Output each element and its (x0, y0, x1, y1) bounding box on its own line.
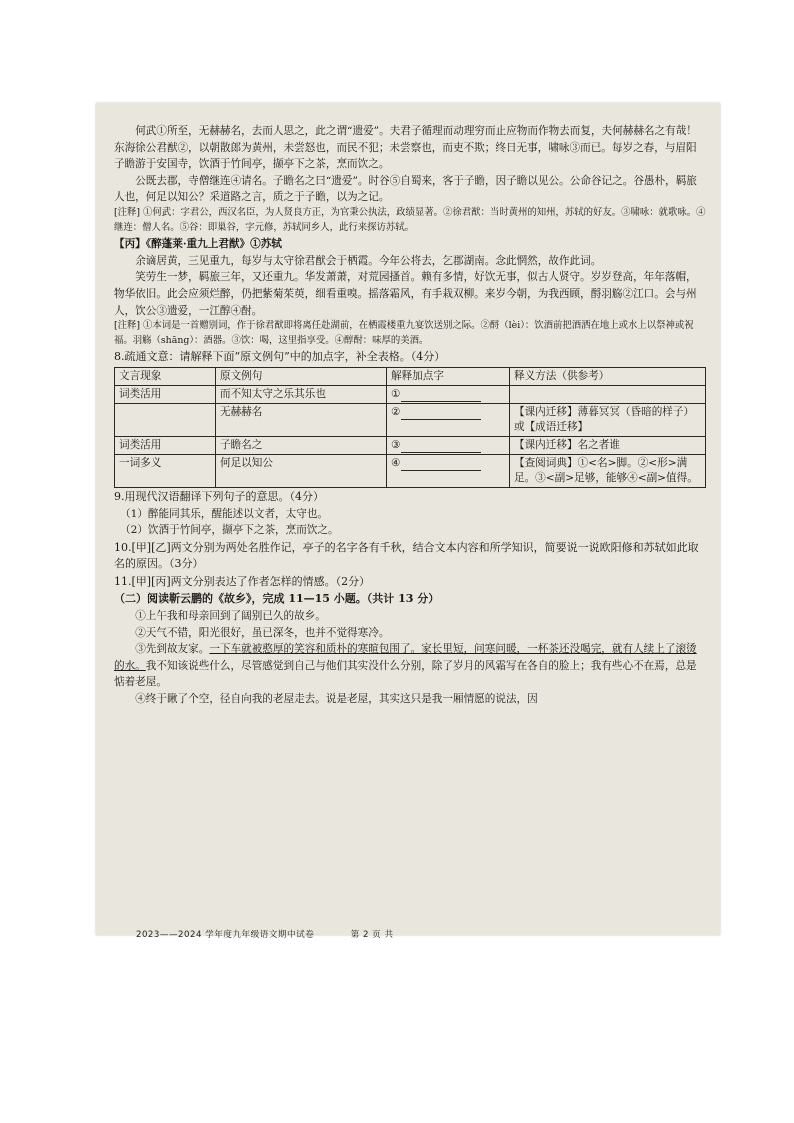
passage-bing-preface: 余谪居黄，三见重九，每岁与太守徐君猷会于栖霞。今年公将去，乞郡湖南。念此惘然，故作此词。 (135, 254, 602, 267)
answer-number: ④ (391, 456, 401, 469)
table-header: 原文例句 (216, 367, 387, 385)
passage-bing-title: 【丙】《醉蓬莱·重九上君猷》①苏轼 (114, 238, 282, 251)
table-cell: 无赫赫名 (216, 403, 387, 436)
answer-blank[interactable] (401, 441, 481, 453)
table-cell: 【课内迁移】薄暮冥冥（昏暗的样子）或【成语迁移】 (510, 403, 706, 436)
answer-cell[interactable] (387, 454, 510, 487)
answer-blank[interactable] (401, 459, 481, 471)
table-cell: 词类活用 (115, 436, 216, 454)
table-header-row (115, 367, 706, 385)
story-paragraph: ②天气不错，阳光很好，虽已深冬，也并不觉得寒冷。 (135, 626, 390, 639)
question-11: 11.[甲][丙]两文分别表达了作者怎样的情感。（2分） (114, 574, 371, 588)
question-9-item: （1）醉能同其乐，醒能述以文者，太守也。 (120, 507, 329, 520)
table-cell: 一词多义 (115, 454, 216, 487)
passage-bing-notes: [注释] ①本词是一首赠别词，作于徐君猷即将离任赴湖前，在栖霞楼重九宴饮送别之际。②酹（lèi）：饮酒前把酒洒在地上或水上以祭神或祝福。羽觞（shāng）：酒器。③饮：喝，这里指享受。④醇酎：味厚的美酒。 (114, 320, 694, 346)
story-paragraph-3 (114, 641, 706, 691)
answer-cell[interactable] (387, 436, 510, 454)
table-row (115, 385, 706, 403)
page-footer: 2023——2024 学年度九年级语文期中试卷 第 2 页 共 (136, 930, 394, 940)
story-text: 我不知该说些什么，尽管感觉到自己与他们其实没什么分别，除了岁月的风霜写在各自的脸上；我有些心不在焉，总是惦着老屋。 (114, 659, 697, 689)
answer-number: ③ (391, 438, 401, 451)
table-cell: 【课内迁移】名之者谁 (510, 436, 706, 454)
table-cell: 词类活用 (115, 385, 216, 403)
answer-blank[interactable] (401, 408, 481, 420)
table-header: 文言现象 (115, 367, 216, 385)
passage-yi-notes: [注释] ①何武：字君公，西汉名臣，为人贤良方正，为官秉公执法，政绩显著。②徐君猷：当时黄州的知州，苏轼的好友。③啸咏：就歌咏。④继连：僧人名。⑤谷：即巢谷，字元修，苏轼同乡人，此行来探访苏轼。 (114, 206, 706, 233)
story-paragraph: ④终于瞅了个空，径自向我的老屋走去。说是老屋，其实这只是我一厢情愿的说法，因 (135, 693, 538, 706)
table-row (115, 436, 706, 454)
table-row (115, 403, 706, 436)
story-text: ③先到故友家。 (135, 643, 210, 656)
question-9: 9.用现代汉语翻译下列句子的意思。（4分） (114, 489, 324, 503)
answer-number: ② (391, 405, 401, 418)
passage-bing-body: 笑劳生一梦，羁旅三年，又还重九。华发萧萧，对荒园搔首。赖有多情，好饮无事，似古人贤守。岁岁登高，年年落帽，物华依旧。此会应须烂醉，仍把紫菊茱萸，细看重嗅。摇落霜风，有手栽双柳。来岁今朝，为我西顾，酹羽觞②江口。会与州人，饮公③遗爱，一江醇④酎。 (114, 271, 697, 317)
answer-cell[interactable] (387, 385, 510, 403)
section-2-heading: （二）阅读靳云鹏的《故乡》，完成 11—15 小题。（共计 13 分） (114, 592, 440, 606)
story-paragraph: ①上午我和母亲回到了阔别已久的故乡。 (135, 610, 326, 623)
table-cell: 何足以知公 (216, 454, 387, 487)
table-header: 解释加点字 (387, 367, 510, 385)
page-content (114, 123, 706, 708)
table-cell: 而不知太守之乐其乐也 (216, 385, 387, 403)
question-10: 10.[甲][乙]两文分别为两处名胜作记，亭子的名字各有千秋，结合文本内容和所学知识，简要说一说欧阳修和苏轼如此取名的原因。（3分） (114, 540, 699, 571)
passage-yi-paragraph: 何武①所至，无赫赫名，去而人思之，此之谓“遗爱”。夫君子循理而动理穷而止应物而作物去而复，夫何赫赫名之有哉！东海徐公君猷②，以朝散郎为黄州，未尝怒也，而民不犯；未尝察也，而吏不欺；终日无事，啸咏③而已。每岁之春，与眉阳子瞻游于安国寺，饮酒于竹间亭，撷亭下之茶，烹而饮之。 (114, 125, 697, 171)
question-9-item: （2）饮酒于竹间亭，撷亭下之茶，烹而饮之。 (120, 524, 339, 537)
answer-cell[interactable] (387, 403, 510, 436)
table-row (115, 454, 706, 487)
table-cell (510, 385, 706, 403)
table-cell: 【查阅词典】①<名>脚。②<形>满足。③<副>足够，能够④<副>值得。 (510, 454, 706, 487)
passage-yi-paragraph: 公既去郡，寺僧继连④请名。子瞻名之曰“遗爱”。时谷⑤自蜀来，客于子瞻，因子瞻以见公。公命谷记之。谷愚朴，羁旅人也，何足以知公？采道路之言，质之于子瞻，以为之记。 (114, 174, 697, 204)
answer-number: ① (391, 387, 401, 400)
table-cell: 子瞻名之 (216, 436, 387, 454)
underlined-sentence: 一下车就被憨厚的笑容和质朴的寒暄包围了。家长里短，问寒问暖，一杯茶还没喝完，就有人续上了滚烫的水。 (114, 643, 697, 672)
exam-page (96, 103, 720, 935)
answer-blank[interactable] (401, 390, 481, 402)
question-8: 8.疏通文意：请解释下面“原文例句”中的加点字，补全表格。（4分） (114, 350, 446, 364)
answer-table (114, 367, 706, 488)
table-cell (115, 403, 216, 436)
table-header: 释义方法（供参考） (510, 367, 706, 385)
